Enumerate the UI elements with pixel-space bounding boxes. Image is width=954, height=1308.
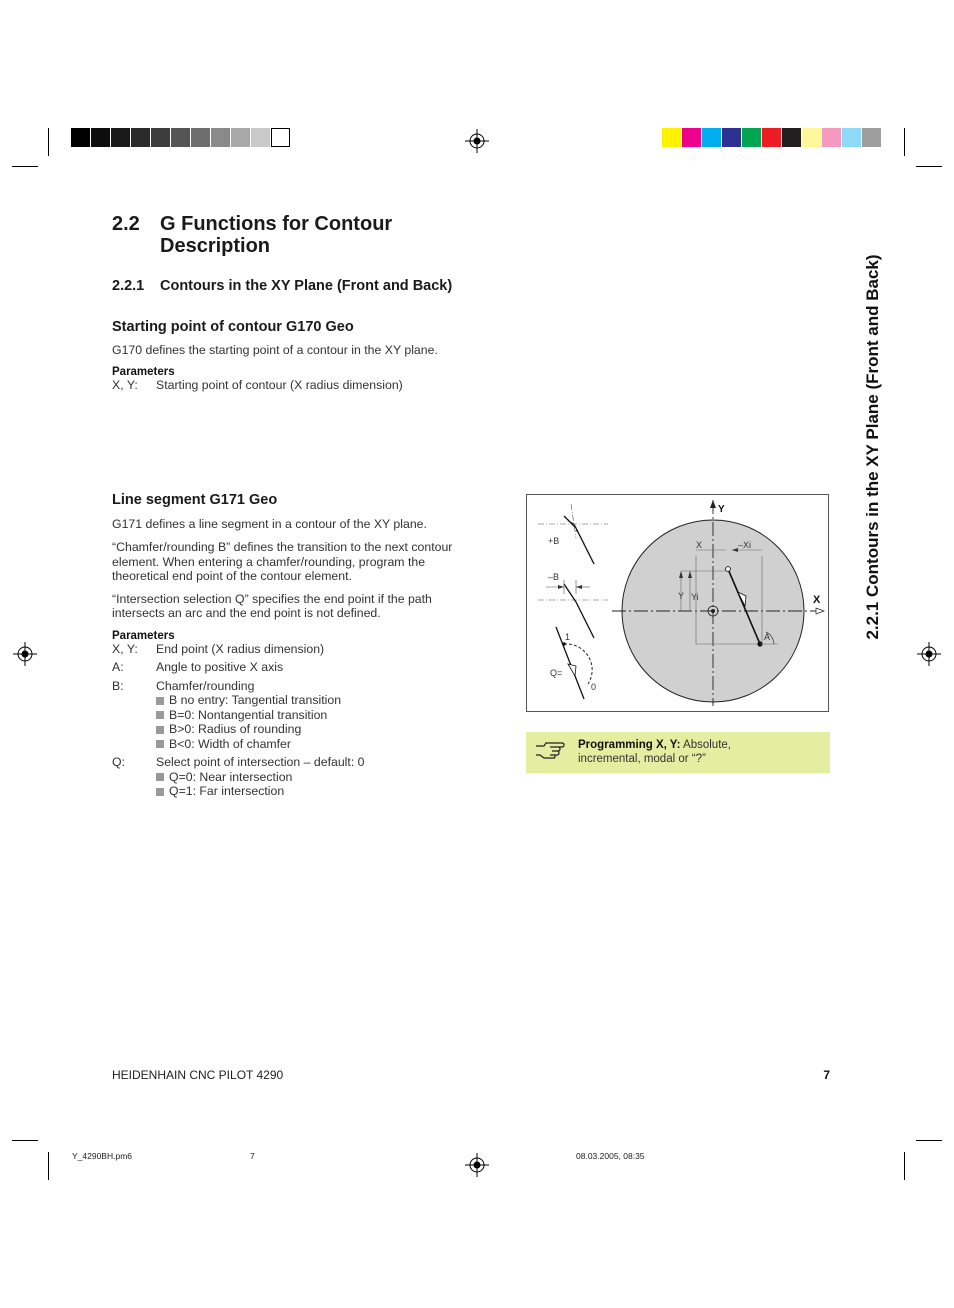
note-text xyxy=(578,738,818,766)
g170-param-xy: X, Y: Starting point of contour (X radius dimension) xyxy=(112,378,403,393)
color-swatch xyxy=(742,128,761,147)
section-number: 2.2 xyxy=(112,213,140,235)
label-0: 0 xyxy=(591,682,597,692)
g171-param-xy: X, Y: End point (X radius dimension) xyxy=(112,641,325,656)
programming-note xyxy=(526,732,830,773)
gray-swatch xyxy=(91,128,110,147)
label-1: 1 xyxy=(565,632,571,642)
crop-mark xyxy=(916,1140,942,1141)
b-option: B>0: Radius of rounding xyxy=(112,722,502,737)
crop-mark xyxy=(904,128,905,156)
gray-swatch xyxy=(71,128,90,147)
section-heading xyxy=(112,213,392,257)
label-a: A xyxy=(764,632,771,642)
label-y: Y xyxy=(678,591,685,601)
slug-date: 08.03.2005, 08:35 xyxy=(576,1151,645,1161)
registration-mark-icon xyxy=(465,1153,489,1177)
g171-param-q: Q: Select point of intersection – default: 0 xyxy=(112,755,365,770)
slug-page: 7 xyxy=(250,1151,255,1161)
gray-swatch xyxy=(191,128,210,147)
x-axis-label: X xyxy=(813,594,821,606)
side-tab xyxy=(858,212,888,682)
subsection-heading xyxy=(112,278,452,294)
g171-block xyxy=(112,492,502,799)
g170-block xyxy=(112,319,492,393)
g171-intro: G171 defines a line segment in a contour of the XY plane. xyxy=(112,517,427,531)
color-swatch xyxy=(822,128,841,147)
gray-swatch xyxy=(111,128,130,147)
gray-swatch xyxy=(151,128,170,147)
gray-swatch xyxy=(171,128,190,147)
g171-params-label: Parameters xyxy=(112,629,175,642)
g171-intersection-paragraph: “Intersection selection Q” specifies the end point if the path intersects an arc and the end point is not defined. xyxy=(112,592,432,621)
crop-mark xyxy=(48,128,49,156)
q-option: Q=1: Far intersection xyxy=(112,784,502,799)
color-swatch xyxy=(702,128,721,147)
gray-swatch xyxy=(211,128,230,147)
crop-mark xyxy=(12,1140,38,1141)
gray-swatch xyxy=(131,128,150,147)
label-x: X xyxy=(696,540,703,550)
g171-param-b: B: Chamfer/rounding xyxy=(112,678,255,693)
subsection-number: 2.2.1 xyxy=(112,278,145,294)
color-swatch xyxy=(842,128,861,147)
crop-mark xyxy=(12,166,38,167)
g170-intro: G170 defines the starting point of a contour in the XY plane. xyxy=(112,343,438,357)
g170-heading: Starting point of contour G170 Geo xyxy=(112,319,354,335)
b-option: B<0: Width of chamfer xyxy=(112,737,502,752)
registration-mark-icon xyxy=(13,642,37,666)
b-option: B=0: Nontangential transition xyxy=(112,708,502,723)
line-segment-figure xyxy=(526,494,829,712)
side-tab-text: 2.2.1 Contours in the XY Plane (Front and Back) xyxy=(863,254,882,640)
note-rest-l1: Absolute, xyxy=(680,739,731,751)
b-option: B no entry: Tangential transition xyxy=(112,693,502,708)
q-option: Q=0: Near intersection xyxy=(112,770,502,785)
crop-mark xyxy=(48,1152,49,1180)
color-swatch xyxy=(862,128,881,147)
color-swatch xyxy=(662,128,681,147)
subsection-title: Contours in the XY Plane (Front and Back) xyxy=(160,278,453,294)
note-bold: Programming X, Y: xyxy=(578,739,681,751)
label-yi: Yi xyxy=(691,592,699,602)
gray-swatch xyxy=(231,128,250,147)
y-axis-label: Y xyxy=(718,504,725,515)
note-rest-l2: incremental, modal or “?” xyxy=(578,753,706,765)
label-xi: –Xi xyxy=(738,540,752,550)
g170-params-label: Parameters xyxy=(112,366,175,379)
slug-file: Y_4290BH.pm6 xyxy=(72,1151,133,1161)
label-plus-b: +B xyxy=(548,536,560,546)
pointing-hand-icon xyxy=(534,739,566,759)
label-q: Q= xyxy=(550,668,563,678)
gray-swatch xyxy=(271,128,290,147)
g171-param-a: A: Angle to positive X axis xyxy=(112,660,284,675)
crop-mark xyxy=(904,1152,905,1180)
color-swatch xyxy=(722,128,741,147)
g171-chamfer-paragraph: “Chamfer/rounding B” defines the transition to the next contour element. When entering a chamfer/rounding, program the theoretical end point of the contour element. xyxy=(112,540,453,583)
footer-left: HEIDENHAIN CNC PILOT 4290 xyxy=(112,1068,284,1082)
color-swatch xyxy=(682,128,701,147)
registration-mark-icon xyxy=(917,642,941,666)
label-minus-b: –B xyxy=(548,572,560,582)
section-title-line2: Description xyxy=(160,235,271,257)
color-swatch xyxy=(802,128,821,147)
gray-swatch xyxy=(251,128,270,147)
color-swatch xyxy=(762,128,781,147)
color-swatch xyxy=(782,128,801,147)
page-number: 7 xyxy=(823,1068,830,1082)
crop-mark xyxy=(916,166,942,167)
g171-heading: Line segment G171 Geo xyxy=(112,492,278,508)
registration-mark-icon xyxy=(465,129,489,153)
section-title-line1: G Functions for Contour xyxy=(160,213,393,235)
